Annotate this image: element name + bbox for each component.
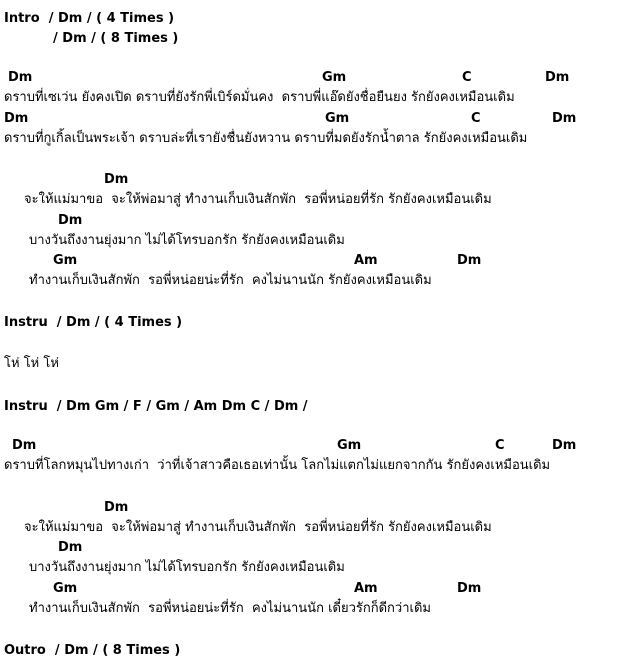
- chord: Dm: [58, 540, 83, 555]
- lyric-line: ทำงานเก็บเงินสักพัก รอพี่หน่อยน่ะที่รัก คงไม่นานนัก รักยังคงเหมือนเดิม: [29, 273, 432, 288]
- outro-line: Outro / Dm / ( 8 Times ): [4, 643, 181, 658]
- chord: Dm: [58, 213, 83, 228]
- lyric-line: จะให้แม่มาขอ จะให้พ่อมาสู่ ทำงานเก็บเงินสักพัก รอพี่หน่อยที่รัก รักยังคงเหมือนเดิม: [24, 520, 492, 535]
- chord: Dm: [12, 438, 37, 453]
- chord: Dm: [8, 70, 33, 85]
- lyric-line: ดราบที่กูเกิ้ลเป็นพระเจ้า ดราบล่ะที่เรายังชื่นยังหวาน ดราบที่มดยังรักน้ำตาล รักยังคงเหมือนเดิม: [4, 131, 528, 146]
- lyric-line: จะให้แม่มาขอ จะให้พ่อมาสู่ ทำงานเก็บเงินสักพัก รอพี่หน่อยที่รัก รักยังคงเหมือนเดิม: [24, 192, 492, 207]
- chord: Dm: [457, 581, 482, 596]
- chord: Dm: [4, 111, 29, 126]
- lyric-line: บางวันถึงงานยุ่งมาก ไม่ได้โทรบอกรัก รักยังคงเหมือนเดิม: [29, 560, 345, 575]
- chord: Gm: [53, 581, 78, 596]
- lyric-line: บางวันถึงงานยุ่งมาก ไม่ได้โทรบอกรัก รักยังคงเหมือนเดิม: [29, 233, 345, 248]
- lyric-line: ทำงานเก็บเงินสักพัก รอพี่หน่อยน่ะที่รัก คงไม่นานนัก เดี๋ยวรักก็ดีกว่าเดิม: [29, 601, 431, 616]
- chord: Dm: [104, 500, 129, 515]
- chord: Dm: [552, 438, 577, 453]
- chord: Gm: [337, 438, 362, 453]
- chord: Gm: [325, 111, 350, 126]
- lyric-line: ดราบที่โลกหมุนไปทางเก่า ว่าที่เจ้าสาวคือเธอเท่านั้น โลกไม่แตกไม่แยกจากกัน รักยังคงเหมือนเดิม: [4, 458, 551, 473]
- chord: Gm: [53, 253, 78, 268]
- chord: Am: [354, 581, 378, 596]
- chord: Gm: [322, 70, 347, 85]
- chord: C: [462, 70, 472, 85]
- intro-line-1: Intro / Dm / ( 4 Times ): [4, 11, 175, 26]
- chord: C: [471, 111, 481, 126]
- chord: C: [495, 438, 505, 453]
- chord: Dm: [457, 253, 482, 268]
- instru-line: Instru / Dm / ( 4 Times ): [4, 315, 183, 330]
- chord: Dm: [104, 172, 129, 187]
- chord: Dm: [545, 70, 570, 85]
- chord: Am: [354, 253, 378, 268]
- vocal-line: โห่ โห่ โห่: [4, 356, 59, 371]
- lyric-line: ดราบที่เซเว่น ยังคงเปิด ดราบที่ยังรักพี่เบิร์ดมั่นคง ดราบพี่แอ๊ดยังชื่อยืนยง รักยังคงเหมือนเดิม: [4, 90, 515, 105]
- intro-line-2: / Dm / ( 8 Times ): [53, 31, 179, 46]
- chord: Dm: [552, 111, 577, 126]
- instru-line: Instru / Dm Gm / F / Gm / Am Dm C / Dm /: [4, 399, 308, 414]
